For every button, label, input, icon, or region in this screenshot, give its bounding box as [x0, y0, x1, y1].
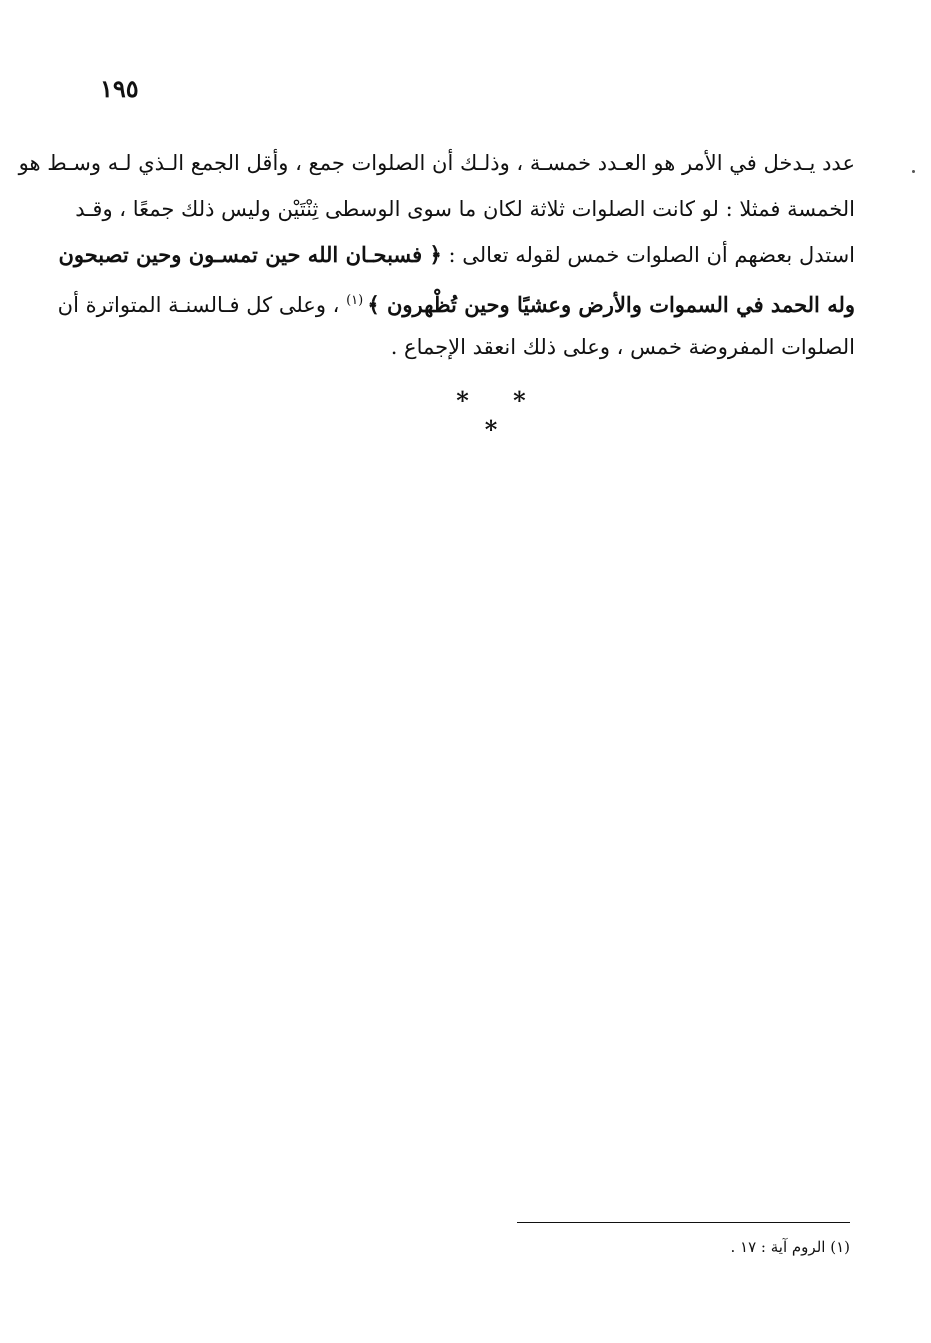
page-number: ١٩٥: [100, 74, 139, 103]
text-run: ، وعلى كل فـالسنـة المتواترة أن: [57, 293, 347, 317]
text-run: الخمسة فمثلا : لو كانت الصلوات ثلاثة لكان ما سوى الوسطى ثِنْتَيْن وليس ذلك جمعًا ، وقـد: [75, 197, 855, 221]
text-line: [18, 140, 855, 186]
text-run: استدل بعضهم أن الصلوات خمس لقوله تعالى :: [441, 243, 855, 267]
footnote-divider: [517, 1222, 850, 1223]
margin-dot: [912, 170, 915, 173]
text-line: [57, 278, 855, 324]
quran-quote: ﴿ فسبحـان الله حين تمسـون وحين تصبحون: [58, 242, 442, 267]
text-line: [75, 186, 855, 232]
footnote: (١) الروم آية : ١٧ .: [730, 1238, 850, 1256]
section-separator: * * *: [456, 386, 544, 444]
text-line: [58, 232, 855, 278]
main-paragraph: [18, 140, 855, 370]
footnote-marker: (١): [346, 293, 368, 308]
quran-quote: وله الحمد في السموات والأرض وعشيًا وحين تُظْهرون ﴾: [367, 292, 855, 317]
text-run: عدد يـدخل في الأمر هو العـدد خمسـة ، وذلـك أن الصلوات جمع ، وأقل الجمع الـذي لـه وسـط هو: [18, 151, 855, 175]
text-run: الصلوات المفروضة خمس ، وعلى ذلك انعقد الإجماع .: [390, 335, 855, 359]
text-line: [100, 324, 855, 370]
